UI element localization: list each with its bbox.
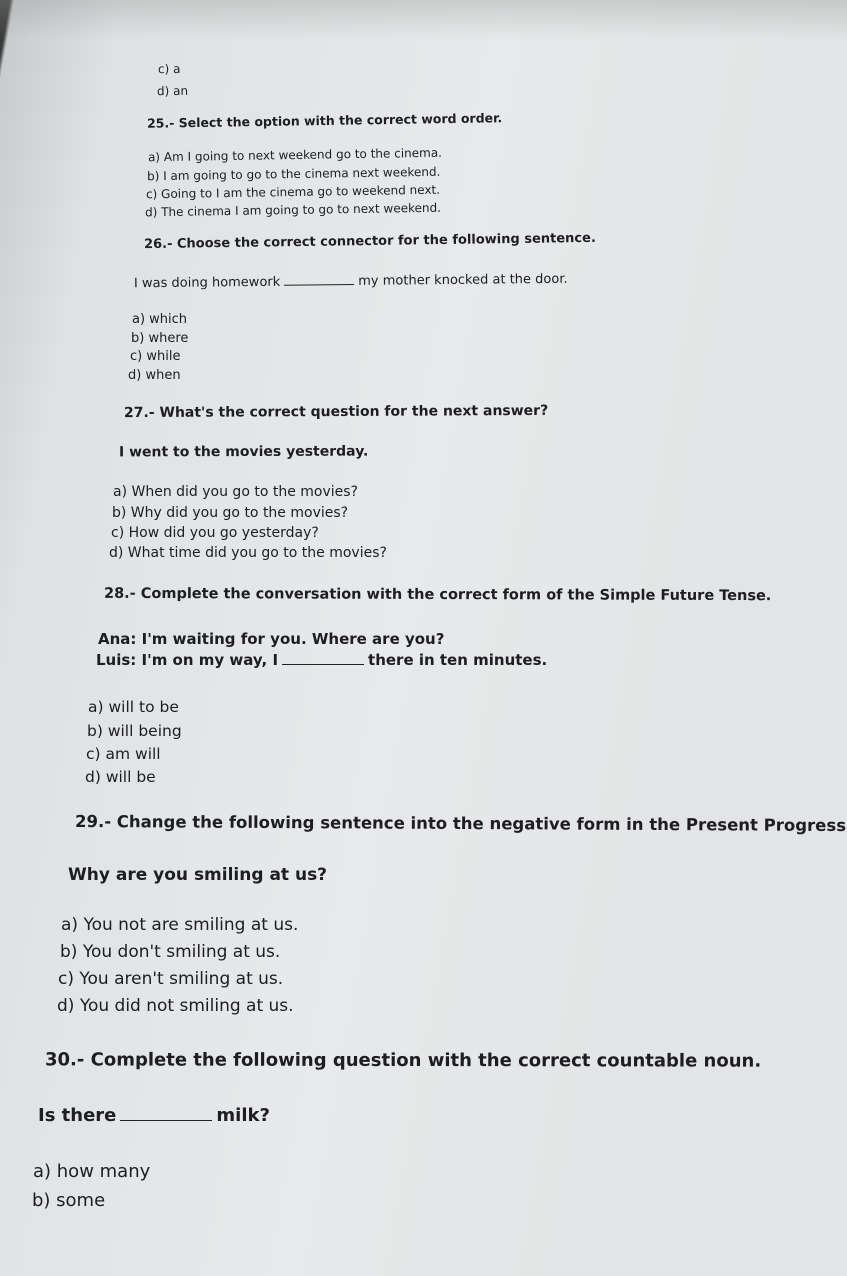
q28-option-a: a) will to be [88, 698, 179, 716]
q29-sentence: Why are you smiling at us? [68, 865, 328, 885]
q26-sentence-before: I was doing homework [133, 274, 281, 292]
q26-option-b: b) where [131, 331, 189, 346]
q26-option-c: c) while [130, 349, 181, 364]
q26-sentence [134, 272, 568, 292]
q28-line2 [96, 651, 547, 669]
q29-option-b: b) You don't smiling at us. [60, 942, 281, 962]
q27-option-c: c) How did you go yesterday? [111, 525, 319, 541]
q28-title: 28.- Complete the conversation with the correct form of the Simple Future Tense. [103, 585, 772, 605]
q27-option-a: a) When did you go to the movies? [113, 484, 358, 500]
q26-option-d: d) when [128, 368, 181, 383]
q28-line2-after: there in ten minutes. [368, 651, 548, 669]
q29-title: 29.- Change the following sentence into the negative form in the Present Progress [74, 811, 847, 836]
q28-line2-before: Luis: I'm on my way, I [96, 651, 279, 669]
q30-sentence-after: milk? [216, 1105, 270, 1126]
q25-option-d: d) The cinema I am going to go to next weekend. [144, 200, 442, 220]
paper-shadow [0, 0, 847, 40]
q27-answer: I went to the movies yesterday. [118, 443, 369, 461]
q26-answer-blank[interactable] [284, 283, 354, 286]
q25-prev-option-c: c) a [157, 61, 181, 77]
q26-title: 26.- Choose the correct connector for the following sentence. [143, 230, 596, 253]
q30-option-b: b) some [32, 1190, 106, 1211]
q25-title: 25.- Select the option with the correct word order. [146, 110, 503, 131]
q28-option-b: b) will being [87, 722, 182, 740]
q29-option-c: c) You aren't smiling at us. [58, 969, 284, 989]
q27-option-b: b) Why did you go to the movies? [112, 505, 349, 521]
q25-option-b: b) I am going to go to the cinema next weekend. [146, 164, 441, 184]
q30-option-a: a) how many [33, 1161, 151, 1182]
q27-option-d: d) What time did you go to the movies? [109, 545, 387, 561]
q25-option-c: c) Going to I am the cinema go to weekend next. [145, 182, 441, 202]
q28-option-c: c) am will [86, 745, 161, 763]
q26-option-a: a) which [132, 312, 188, 327]
q28-answer-blank[interactable] [282, 663, 364, 665]
q25-prev-option-d: d) an [156, 83, 189, 99]
q29-option-a: a) You not are smiling at us. [61, 915, 299, 935]
q29-option-d: d) You did not smiling at us. [57, 996, 294, 1016]
q30-sentence [38, 1105, 270, 1126]
q27-title: 27.- What's the correct question for the next answer? [123, 402, 549, 422]
q28-line1: Ana: I'm waiting for you. Where are you? [98, 630, 445, 648]
q30-answer-blank[interactable] [120, 1119, 212, 1121]
q25-option-a: a) Am I going to next weekend go to the cinema. [147, 145, 443, 165]
q30-sentence-before: Is there [38, 1105, 117, 1126]
q30-title: 30.- Complete the following question with the correct countable noun. [44, 1049, 762, 1072]
q28-option-d: d) will be [85, 768, 156, 786]
q26-sentence-after: my mother knocked at the door. [358, 271, 568, 289]
